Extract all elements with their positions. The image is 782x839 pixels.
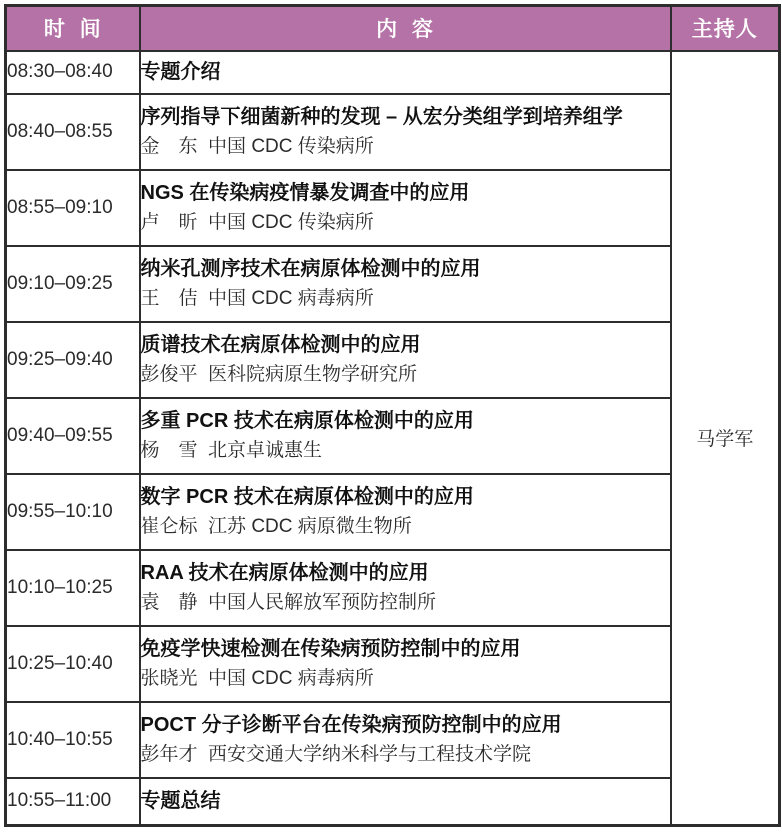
table-row	[6, 51, 780, 94]
content-cell	[140, 51, 671, 94]
speaker-line: 王 佶 中国 CDC 病毒病所	[140, 287, 374, 309]
session-title: 数字 PCR 技术在病原体检测中的应用	[140, 485, 474, 508]
table-row	[6, 398, 780, 474]
speaker-line: 金 东 中国 CDC 传染病所	[140, 135, 374, 157]
moderator-cell: 马学军	[671, 51, 780, 826]
session-title: 专题介绍	[140, 60, 221, 83]
content-cell	[140, 170, 671, 246]
time-cell: 09:55–10:10	[6, 474, 140, 550]
session-title: POCT 分子诊断平台在传染病预防控制中的应用	[140, 713, 562, 736]
time-cell: 08:55–09:10	[6, 170, 140, 246]
content-cell	[140, 322, 671, 398]
speaker-line: 彭年才 西安交通大学纳米科学与工程技术学院	[140, 743, 532, 765]
header-moderator: 主持人	[671, 6, 780, 51]
header-content: 内 容	[140, 6, 671, 51]
content-cell	[140, 398, 671, 474]
time-cell: 10:25–10:40	[6, 626, 140, 702]
content-cell	[140, 702, 671, 778]
table-row	[6, 550, 780, 626]
table-header	[6, 6, 780, 51]
time-cell: 10:40–10:55	[6, 702, 140, 778]
table-row	[6, 626, 780, 702]
table-row	[6, 702, 780, 778]
time-cell: 09:40–09:55	[6, 398, 140, 474]
content-cell	[140, 474, 671, 550]
time-cell: 08:40–08:55	[6, 94, 140, 170]
content-cell	[140, 626, 671, 702]
speaker-line: 卢 昕 中国 CDC 传染病所	[140, 211, 374, 233]
speaker-line: 袁 静 中国人民解放军预防控制所	[140, 591, 437, 613]
table-row	[6, 170, 780, 246]
session-title: 纳米孔测序技术在病原体检测中的应用	[140, 257, 481, 280]
speaker-line: 彭俊平 医科院病原生物学研究所	[140, 363, 418, 385]
time-cell: 08:30–08:40	[6, 51, 140, 94]
content-cell	[140, 94, 671, 170]
time-cell: 10:55–11:00	[6, 778, 140, 826]
schedule-body	[6, 51, 780, 826]
header-row	[6, 6, 780, 51]
session-schedule-table	[4, 4, 781, 827]
table-row	[6, 474, 780, 550]
content-cell	[140, 246, 671, 322]
session-title: 免疫学快速检测在传染病预防控制中的应用	[140, 637, 521, 660]
speaker-line: 崔仑标 江苏 CDC 病原微生物所	[140, 515, 412, 537]
session-title: 序列指导下细菌新种的发现 – 从宏分类组学到培养组学	[140, 105, 623, 128]
content-cell	[140, 550, 671, 626]
session-title: NGS 在传染病疫情暴发调查中的应用	[140, 181, 470, 204]
table-row	[6, 778, 780, 826]
speaker-line: 杨 雪 北京卓诚惠生	[140, 439, 323, 461]
content-cell	[140, 778, 671, 826]
session-title: 质谱技术在病原体检测中的应用	[140, 333, 421, 356]
table-row	[6, 94, 780, 170]
header-time: 时 间	[6, 6, 140, 51]
time-cell: 10:10–10:25	[6, 550, 140, 626]
time-cell: 09:25–09:40	[6, 322, 140, 398]
session-title: 专题总结	[140, 789, 221, 812]
session-title: RAA 技术在病原体检测中的应用	[140, 561, 429, 584]
time-cell: 09:10–09:25	[6, 246, 140, 322]
table-row	[6, 246, 780, 322]
speaker-line: 张晓光 中国 CDC 病毒病所	[140, 667, 374, 689]
table-row	[6, 322, 780, 398]
session-title: 多重 PCR 技术在病原体检测中的应用	[140, 409, 474, 432]
